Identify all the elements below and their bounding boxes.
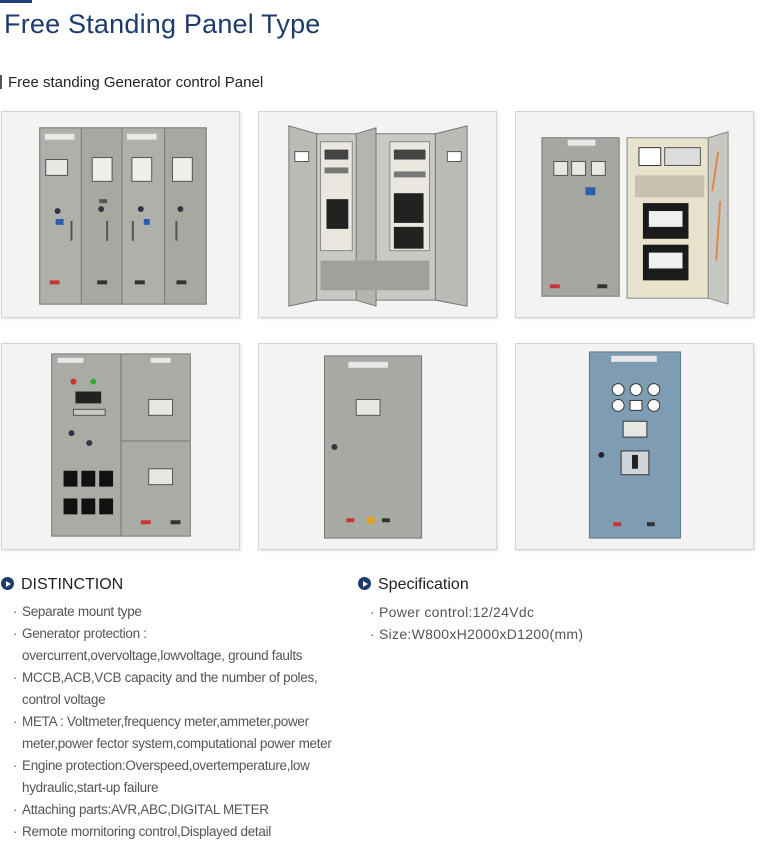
product-photo-6 xyxy=(515,343,754,550)
specification-heading-text: Specification xyxy=(378,576,469,593)
list-item-continuation: hydraulic,start-up failure xyxy=(22,780,159,795)
subtitle-bar xyxy=(0,75,2,89)
product-photo-2 xyxy=(258,111,497,318)
list-item xyxy=(1,821,361,843)
list-item-continuation: control voltage xyxy=(22,692,106,707)
specification-heading xyxy=(358,576,469,594)
list-item xyxy=(1,601,361,623)
distinction-heading xyxy=(1,576,123,594)
product-photo-5 xyxy=(258,343,497,550)
blue-meter-panel-image xyxy=(516,344,753,549)
section-subtitle xyxy=(0,74,263,91)
specification-list xyxy=(358,601,758,645)
list-item-text: Remote mornitoring control,Displayed detail xyxy=(22,824,271,839)
list-item-text: Generator protection : xyxy=(22,626,147,641)
title-accent-bar xyxy=(0,0,32,3)
list-item xyxy=(358,623,758,645)
list-item-text: META : Voltmeter,frequency meter,ammeter,power xyxy=(22,714,309,729)
page-title: Free Standing Panel Type xyxy=(4,9,321,39)
three-bay-panel-image xyxy=(2,112,239,317)
subtitle-text: Free standing Generator control Panel xyxy=(8,74,264,91)
play-circle-icon xyxy=(1,577,14,590)
list-item-text: Engine protection:Overspeed,overtemperature,low xyxy=(22,758,310,773)
list-item-text: Separate mount type xyxy=(22,604,142,619)
list-item xyxy=(358,601,758,623)
list-item-text: Power control:12/24Vdc xyxy=(379,604,535,620)
product-photo-1 xyxy=(1,111,240,318)
list-item xyxy=(1,799,361,821)
list-item xyxy=(1,623,361,667)
product-photo-4 xyxy=(1,343,240,550)
list-item-continuation: meter,power fector system,computational power meter xyxy=(22,736,332,751)
list-item xyxy=(1,711,361,755)
distinction-list xyxy=(1,601,361,843)
list-item xyxy=(1,667,361,711)
single-door-panel-image xyxy=(259,344,496,549)
distinction-heading-text: DISTINCTION xyxy=(21,576,124,593)
list-item xyxy=(1,755,361,799)
four-section-panel-image xyxy=(2,344,239,549)
open-panel-image xyxy=(259,112,496,317)
list-item-continuation: overcurrent,overvoltage,lowvoltage, ground faults xyxy=(22,648,303,663)
product-photo-3 xyxy=(515,111,754,318)
list-item-text: Attaching parts:AVR,ABC,DIGITAL METER xyxy=(22,802,269,817)
closed-and-open-panels-image xyxy=(516,112,753,317)
list-item-text: MCCB,ACB,VCB capacity and the number of poles, xyxy=(22,670,318,685)
play-circle-icon xyxy=(358,577,371,590)
list-item-text: Size:W800xH2000xD1200(mm) xyxy=(379,626,584,642)
